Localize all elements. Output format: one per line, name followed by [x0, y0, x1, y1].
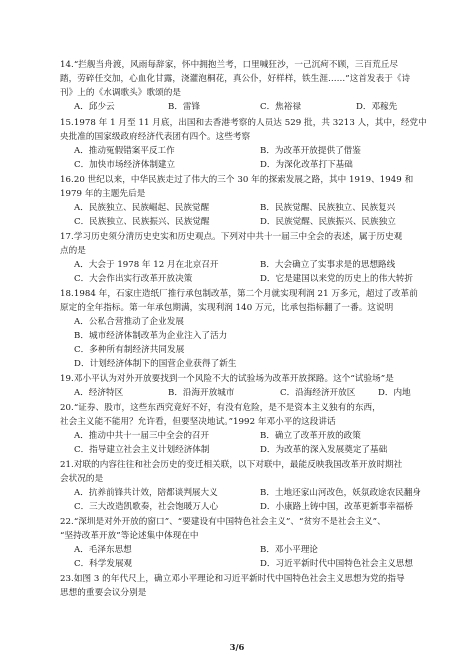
q17-option-c: C．大会作出实行改革开放决策 [74, 274, 193, 284]
q16-line-1: 16.20 世纪以来，中华民族走过了伟大的三个 30 年的探索发展之路，其中 1919、1949 和 [60, 175, 414, 185]
q16-option-d: D．民族觉醒、民族振兴、民族独立 [260, 217, 396, 227]
q22-option-d: D．习近平新时代中国特色社会主义思想 [260, 559, 413, 569]
q22-line-2: “坚持改革开放”等论述集中体现在中 [60, 531, 199, 541]
q18-option-b: B．城市经济体制改革为企业注入了活力 [74, 331, 228, 341]
q15-line-1: 15.1978 年 1 月至 11 月底，出国和去香港考察的人员达 529 批，共 3213 人，其中，经党中 [60, 118, 427, 128]
q18-line-1: 18.1984 年，石家庄造纸厂推行承包制改革，第二个月就实现利润 21 万多元，超过了改革前 [60, 289, 418, 299]
q18-line-2: 原定的全年指标。第一年承包期满，实现利润 140 万元，比承包指标翻了一番。这说明 [60, 303, 394, 313]
q21-option-a: A．抗养前锋共计效，陪都谈判展大义 [74, 488, 218, 498]
q20-option-b: B．确立了改革开放的政策 [260, 431, 361, 441]
page-number: 3/6 [229, 642, 245, 652]
q21-option-b: B．土地还家山河改色，妖氛政途农民翻身 [260, 488, 422, 498]
q19-line-1: 19.邓小平认为对外开放要找到一个风险不大的试验场为改革开放探路。这个“试验场”是 [60, 374, 394, 384]
q14-line-1: 14.“拦舰当舟渡，风雨每辞家，怀中拥抱兰考，口里喊狂沙，一己沉疴不顾，三百荒丘尽 [60, 60, 399, 70]
q17-option-b: B．大会确立了实事求是的思想路线 [260, 260, 396, 270]
q14-option-b: B．雷锋 [168, 102, 201, 112]
q17-line-2: 点的是 [60, 246, 86, 256]
q22-option-c: C．科学发展观 [74, 559, 133, 569]
q18-option-c: C．多种所有制经济共同发展 [74, 345, 185, 355]
q22-option-a: A．毛泽东思想 [74, 545, 132, 555]
q22-line-1: 22.“深圳是对外开放的窗口”、“要建设有中国特色社会主义”、“贫穷不是社会主义”、 [60, 517, 386, 527]
q22-option-b: B．邓小平理论 [260, 545, 318, 555]
q19-option-d: D．内地 [378, 388, 411, 398]
q20-option-c: C．指导建立社会主义计划经济体制 [74, 445, 210, 455]
q14-line-3: 刊》上的《水调歌头》歌颂的是 [60, 88, 182, 98]
q16-option-b: B．民族觉醒、民族独立、民族复兴 [260, 203, 396, 213]
q21-option-c: C．三大改造凯歌奏，社会饱暖万人心 [74, 502, 219, 512]
q15-line-2: 央批准的国家级政府经济代表团有四个。这些考察 [60, 132, 251, 142]
q14-option-a: A．邱少云 [74, 102, 115, 112]
q19-option-b: B．沿海开放城市 [168, 388, 235, 398]
q14-option-d: D．邓稼先 [356, 102, 398, 112]
q15-option-d: D．为深化改革打下基础 [260, 160, 353, 170]
q16-line-2: 1979 年的主题先后是 [60, 189, 146, 199]
q20-line-2: 社会主义能不能用？允许看，但要坚决地试。”1992 年邓小平的这段讲话 [60, 417, 336, 427]
q23-line-1: 23.如图 3 的年代尺上，确立邓小平理论和习近平新时代中国特色社会主义思想为党的指导 [60, 574, 405, 584]
q16-option-a: A．民族独立、民族崛起、民族觉醒 [74, 203, 210, 213]
q18-option-a: A．公私合营推动了企业发展 [74, 317, 184, 327]
q17-line-1: 17.学习历史须分清历史史实和历史观点。下列对中共十一届三中全会的表述，属于历史观 [60, 232, 403, 242]
q20-option-a: A．推动中共十一届三中全会的召开 [74, 431, 210, 441]
q17-option-d: D．它是建国以来党的历史上的伟大转折 [260, 274, 413, 284]
q23-line-2: 思想的重要会议分别是 [60, 588, 147, 598]
q16-option-c: C．民族独立、民族振兴、民族觉醒 [74, 217, 210, 227]
q14-line-2: 踏，劳碎任交加，心血化甘露，浇灌泡桐花，真公仆，好样样，铁生涯……”这首发表于《诗 [60, 74, 411, 84]
q21-option-d: D．小康路上铸中国，改革更新事幸福桥 [260, 502, 413, 512]
q20-option-d: D．为改革的深入发展奠定了基础 [260, 445, 388, 455]
q17-option-a: A．大会于 1978 年 12 月在北京召开 [74, 260, 219, 270]
q19-option-c: C．沿海经济开放区 [280, 388, 356, 398]
q15-option-b: B．为改革开放提供了借鉴 [260, 146, 361, 156]
q19-option-a: A．经济特区 [74, 388, 124, 398]
q20-line-1: 20.“证券、股市，这些东西究竟好不好，有没有危险，是不是资本主义独有的东西， [60, 403, 381, 413]
q21-line-2: 会状况的是 [60, 474, 104, 484]
q15-option-c: C．加快市场经济体制建立 [74, 160, 176, 170]
q15-option-a: A．推动冤假错案平反工作 [74, 146, 175, 156]
q14-option-c: C．焦裕禄 [260, 102, 301, 112]
q18-option-d: D．计划经济体制下的国营企业获得了新生 [74, 359, 237, 369]
q21-line-1: 21.对联的内容往往和社会历史的变迁相关联，以下对联中，最能反映我国改革开放时期社 [60, 460, 403, 470]
